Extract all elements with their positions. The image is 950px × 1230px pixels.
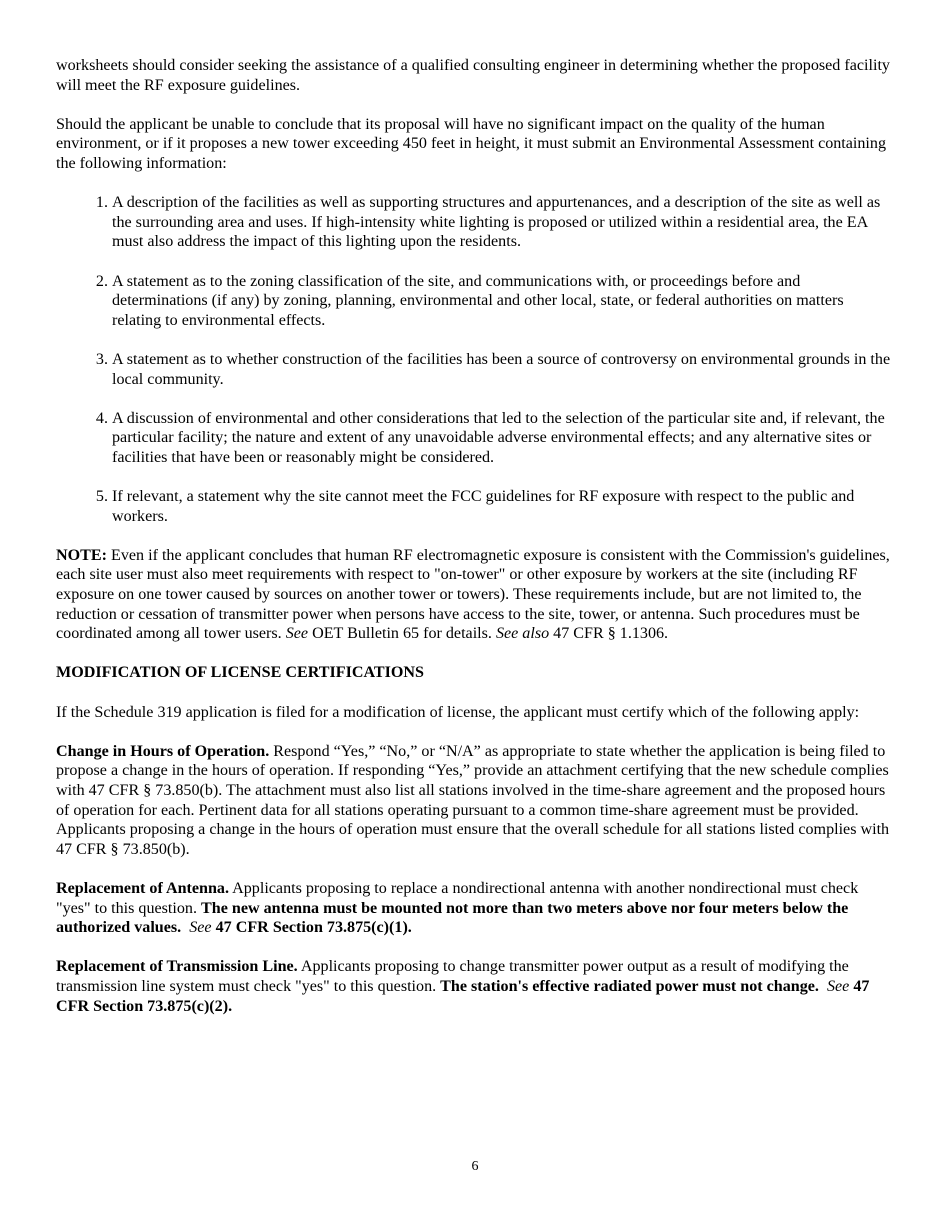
intro-paragraph-2: Should the applicant be unable to conclude that its proposal will have no significant impact on the quality of the human environment, or if it proposes a new tower exceeding 450 feet in height, it must submit an Environmental Assessment containing the following information:	[56, 115, 886, 172]
note-ref-oet: OET Bulletin 65 for details.	[308, 625, 496, 643]
transmission-paragraph	[56, 957, 896, 1016]
section-intro: If the Schedule 319 application is filed for a modification of license, the applicant must certify which of the following apply:	[56, 703, 860, 721]
hours-text: Respond “Yes,” “No,” or “N/A” as appropriate to state whether the application is being filed to propose a change in the hours of operation. If responding “Yes,” provide an attachment certifying that the new schedule complies with 47 CFR § 73.850(b). The attachment must also list all stations involved in the time-share agreement and the proposed hours of operation for each. Pertinent data for all stations operating pursuant to a common time-share agreement must be provided. Applicants proposing a change in the hours of operation must ensure that the overall schedule for all stations listed complies with 47 CFR § 73.850(b).	[56, 742, 890, 858]
intro-paragraph-1: worksheets should consider seeking the assistance of a qualified consulting engineer in determining whether the proposed facility will meet the RF exposure guidelines.	[56, 57, 890, 94]
list-item: 1. A description of the facilities as well as supporting structures and appurtenances, and a description of the site as well as the surrounding area and uses. If high-intensity white lighting is proposed or utilized within a residential area, the EA must also address the impact of this lighting upon the residents.	[112, 193, 896, 252]
transmission-requirement: The station's effective radiated power must not change.	[440, 977, 819, 995]
transmission-text: Applicants proposing to change transmitter power output as a result of modifying the transmission line system must check "yes" to this question.	[56, 958, 849, 995]
note-see-also: See also	[495, 625, 550, 643]
list-item: 4. A discussion of environmental and other considerations that led to the selection of the particular site and, if relevant, the particular facility; the nature and extent of any unavoidable adverse environmental effects; and any alternative sites or facilities that have been or reasonably might be considered.	[112, 409, 896, 468]
antenna-see: See	[189, 919, 212, 937]
ea-requirements-list	[56, 193, 896, 526]
hours-paragraph	[56, 742, 896, 860]
antenna-paragraph	[56, 879, 896, 938]
antenna-requirement: The new antenna must be mounted not more than two meters above nor four meters below the authorized values.	[56, 899, 849, 937]
list-item: 2. A statement as to the zoning classification of the site, and communications with, or proceedings before and determinations (if any) by zoning, planning, environmental and other local, state, or federal authorities on matters relating to environmental effects.	[112, 272, 896, 331]
note-see: See	[285, 625, 309, 643]
transmission-label: Replacement of Transmission Line.	[56, 958, 298, 976]
transmission-ref: 47 CFR Section 73.875(c)(2).	[56, 977, 870, 1015]
document-page	[56, 56, 896, 1036]
note-ref-cfr: 47 CFR § 1.1306.	[549, 625, 669, 643]
section-heading: MODIFICATION OF LICENSE CERTIFICATIONS	[56, 664, 425, 682]
note-text: Even if the applicant concludes that human RF electromagnetic exposure is consistent with the Commission's guidelines, each site user must also meet requirements with respect to "on-tower" or other exposure by workers at the site (including RF exposure on one tower caused by sources on another tower or towers). These requirements include, but are not limited to, the reduction or cessation of transmitter power when persons have access to the site, tower, or antenna. Such procedures must be coordinated among all tower users.	[56, 546, 890, 643]
page-number: 6	[471, 1159, 479, 1174]
antenna-ref: 47 CFR Section 73.875(c)(1).	[215, 919, 412, 937]
note-label: NOTE:	[56, 546, 107, 564]
list-item: 3. A statement as to whether construction of the facilities has been a source of controversy on environmental grounds in the local community.	[112, 350, 896, 389]
note-paragraph	[56, 546, 896, 644]
hours-label: Change in Hours of Operation.	[56, 742, 270, 760]
antenna-text: Applicants proposing to replace a nondirectional antenna with another nondirectional must check "yes" to this question.	[56, 879, 859, 917]
antenna-label: Replacement of Antenna.	[56, 879, 229, 897]
transmission-see: See	[826, 977, 850, 995]
list-item: 5. If relevant, a statement why the site cannot meet the FCC guidelines for RF exposure with respect to the public and workers.	[112, 487, 896, 526]
